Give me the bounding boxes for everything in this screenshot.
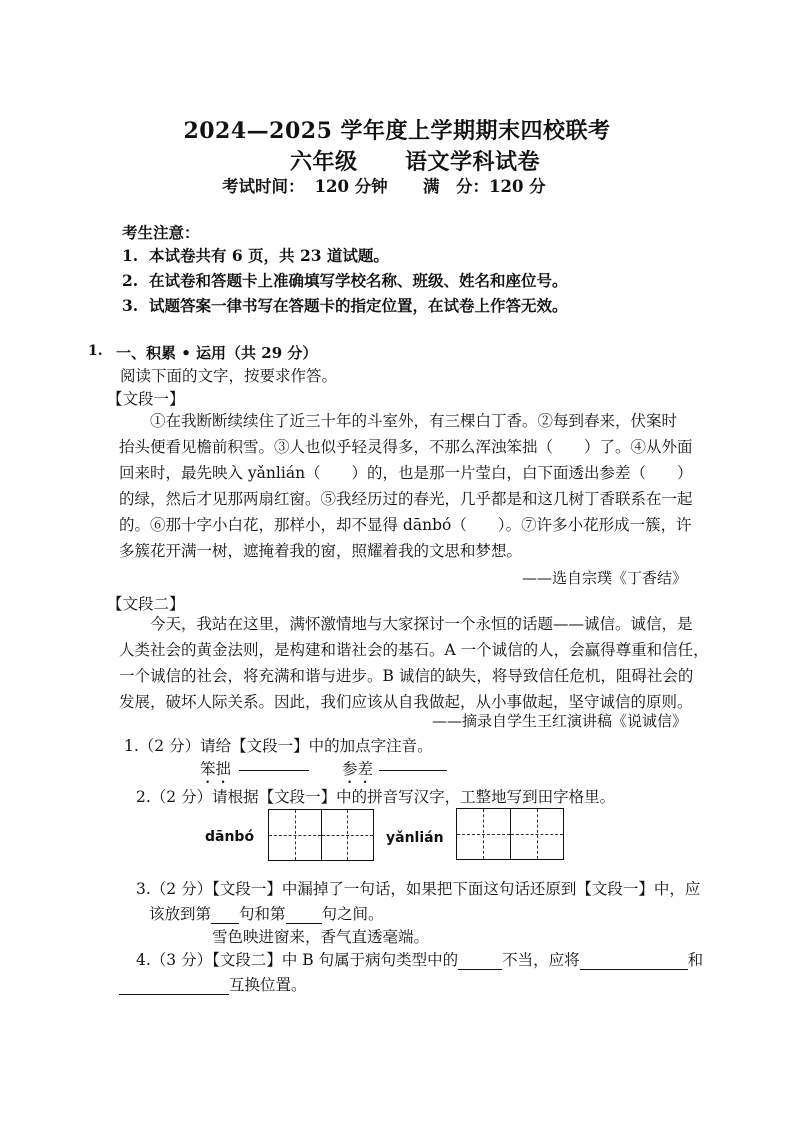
question-3-blank-line [149, 902, 384, 924]
passage1-line: 抬头便看见檐前积雪。③人也似乎轻灵得多，不那么浑浊笨拙（ ）了。④从外面 [119, 438, 693, 456]
question-1-prompt: 1.（2 分）请给【文段一】中的加点字注音。 [124, 737, 433, 755]
full-score [423, 173, 546, 197]
passage1-line: 的。⑥那十字小白花，那样小，却不显得 dānbó（ ）。⑦许多小花形成一簇，许 [119, 516, 692, 534]
grid-cell[interactable] [511, 809, 564, 859]
exam-time [222, 173, 388, 197]
answer-blank-1[interactable] [239, 752, 309, 771]
q3-text: 该放到第 [149, 905, 212, 923]
dotted-word: 参差 [342, 760, 374, 778]
exam-title: 2024—2025 学年度上学期期末四校联考 [183, 118, 611, 144]
subject-label: 语文学科试卷 [405, 149, 541, 175]
question-4-line-2 [119, 973, 307, 995]
tianzige-grid-1[interactable] [268, 809, 374, 861]
passage1-line: 多簇花开满一树，遮掩着我的窗，照耀着我的文思和梦想。 [119, 542, 523, 560]
passage2-source: ——摘录自学生王红演讲稿《说诚信》 [431, 712, 687, 730]
passage2-line: 今天，我站在这里，满怀激情地与大家探讨一个永恒的话题——诚信。诚信，是 [150, 615, 693, 633]
question-3-prompt: 3.（2 分）【文段一】中漏掉了一句话，如果把下面这句话还原到【文段一】中，应 [136, 880, 701, 898]
question-2-prompt: 2.（2 分）请根据【文段一】中的拼音写汉字，工整地写到田字格里。 [136, 788, 616, 806]
score-label: 满 分： [423, 177, 489, 196]
q4-text: 和 [687, 951, 704, 969]
passage2-line: 人类社会的黄金法则，是构建和谐社会的基石。A 一个诚信的人，会赢得尊重和信任， [119, 641, 709, 659]
notice-item-1 [122, 244, 389, 266]
answer-blank-4b[interactable] [580, 951, 688, 970]
answer-blank-4c[interactable] [119, 976, 229, 995]
pinyin-danbo: dānbó [205, 829, 255, 845]
notice-item-3 [122, 294, 568, 316]
time-value: 120 分钟 [314, 177, 388, 196]
notice-text: 试题答案一律书写在答题卡的指定位置，在试卷上作答无效。 [148, 296, 568, 315]
section-heading: 一、积累 • 运用（共 29 分） [116, 344, 318, 362]
passage1-line: 的绿，然后才见那两扇红窗。⑤我经历过的春光，几乎都是和这几树丁香联系在一起 [119, 490, 693, 508]
question-1-word-1 [200, 757, 231, 787]
q4-text: 不当，应将 [502, 951, 580, 969]
score-value: 120 分 [489, 177, 546, 196]
answer-blank-2[interactable] [379, 752, 447, 771]
question-3-sentence: 雪色映进窗来，香气直透毫端。 [212, 928, 430, 946]
passage1-label: 【文段一】 [107, 390, 185, 408]
q3-text: 句之间。 [321, 905, 384, 923]
section-number: 1. [88, 343, 103, 359]
dotted-word: 笨拙 [200, 760, 232, 778]
q3-text: 句和第 [239, 905, 286, 923]
passage2-line: 一个诚信的社会，将充满和谐与进步。B 诚信的缺失，将导致信任危机，阻碍社会的 [119, 667, 694, 685]
answer-blank-3b[interactable] [286, 905, 322, 924]
notice-heading: 考生注意： [122, 223, 200, 242]
time-label: 考试时间： [222, 177, 305, 196]
notice-num: 2. [122, 271, 139, 290]
grid-cell[interactable] [322, 810, 374, 860]
passage2-line: 发展，破坏人际关系。因此，我们应该从自我做起，从小事做起，坚守诚信的原则。 [119, 693, 693, 711]
tianzige-grid-2[interactable] [456, 808, 564, 860]
grid-cell[interactable] [457, 809, 511, 859]
notice-num: 1. [122, 246, 139, 265]
notice-text: 在试卷和答题卡上准确填写学校名称、班级、姓名和座位号。 [148, 271, 568, 290]
passage1-source: ——选自宗璞《丁香结》 [521, 569, 687, 587]
grid-cell[interactable] [269, 810, 322, 860]
pinyin-yanlian: yǎnlián [386, 830, 444, 846]
notice-text: 本试卷共有 6 页，共 23 道试题。 [148, 246, 389, 265]
passage2-label: 【文段二】 [107, 595, 185, 613]
notice-item-2 [122, 269, 568, 291]
question-4-prompt [136, 948, 703, 970]
q4-text: 互换位置。 [229, 976, 307, 994]
answer-blank-3a[interactable] [211, 905, 239, 924]
notice-num: 3. [122, 296, 139, 315]
grade-label: 六年级 [290, 149, 358, 175]
passage1-line: ①在我断断续续住了近三十年的斗室外，有三棵白丁香。②每到春来，伏案时 [150, 412, 678, 430]
answer-blank-4a[interactable] [458, 951, 502, 970]
section-instruction: 阅读下面的文字，按要求作答。 [120, 367, 338, 385]
q4-text: 4.（3 分）【文段二】中 B 句属于病句类型中的 [136, 951, 459, 969]
passage1-line: 回来时，最先映入 yǎnlián（ ）的，也是那一片莹白，白下面透出参差（ ） [119, 464, 693, 482]
question-1-word-2 [342, 757, 373, 787]
